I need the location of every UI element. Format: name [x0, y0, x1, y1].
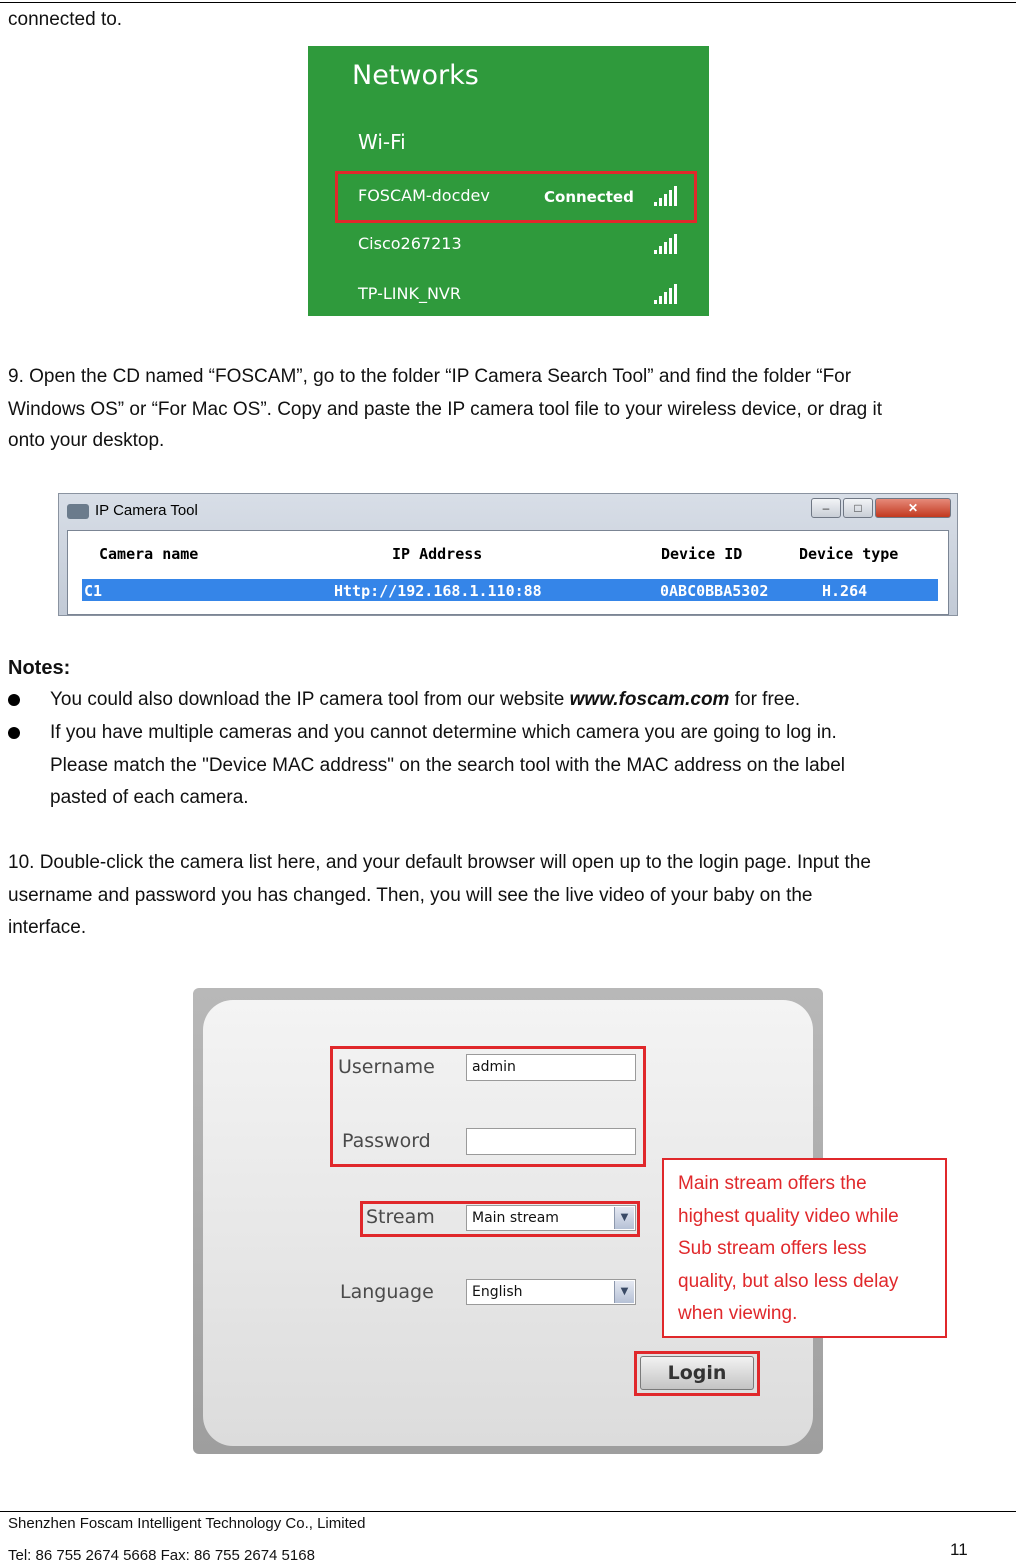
username-field[interactable]: admin	[466, 1054, 636, 1081]
password-field[interactable]	[466, 1128, 636, 1155]
note-item-2-line3: pasted of each camera.	[50, 787, 249, 808]
networks-panel	[308, 46, 709, 316]
camera-icon	[67, 504, 89, 519]
column-device-id: Device ID	[661, 545, 743, 563]
callout-line-1: Main stream offers the	[678, 1173, 867, 1194]
language-label: Language	[340, 1281, 434, 1303]
step9-line3: onto your desktop.	[8, 430, 165, 451]
note-item-1	[50, 684, 800, 716]
signal-icon	[654, 234, 678, 254]
cell-device-type: H.264	[822, 582, 868, 600]
maximize-button[interactable]: □	[843, 498, 873, 518]
column-ip-address: IP Address	[392, 545, 483, 563]
language-select[interactable]	[466, 1279, 636, 1305]
language-select-value: English	[472, 1284, 523, 1300]
footer-contact: Tel: 86 755 2674 5668 Fax: 86 755 2674 5168	[8, 1547, 315, 1564]
callout-line-3: Sub stream offers less	[678, 1238, 867, 1259]
close-button[interactable]: ✕	[875, 498, 951, 518]
bullet-icon	[8, 727, 20, 739]
network-item-foscam[interactable]: FOSCAM-docdev	[358, 186, 490, 205]
networks-title: Networks	[352, 60, 479, 91]
website-link[interactable]: www.foscam.com	[569, 689, 730, 710]
chevron-down-icon: ▼	[614, 1207, 634, 1229]
username-label: Username	[338, 1056, 435, 1078]
step10-line3: interface.	[8, 917, 87, 938]
bullet-icon	[8, 694, 20, 706]
step10-line1: 10. Double-click the camera list here, and your default browser will open up to the login page. Input the	[8, 852, 871, 873]
stream-select-value: Main stream	[472, 1210, 559, 1226]
chevron-down-icon: ▼	[614, 1281, 634, 1303]
wifi-label: Wi-Fi	[358, 130, 406, 154]
note-item-2-line2: Please match the "Device MAC address" on the search tool with the MAC address on the label	[50, 755, 846, 776]
cell-device-id: 0ABC0BBA5302	[660, 582, 769, 600]
footer-company: Shenzhen Foscam Intelligent Technology Co., Limited	[8, 1515, 366, 1532]
callout-line-4: quality, but also less delay	[678, 1270, 899, 1292]
step9-line1: 9. Open the CD named “FOSCAM”, go to the folder “IP Camera Search Tool” and find the folder “For	[8, 366, 852, 387]
password-label: Password	[342, 1130, 431, 1152]
stream-label: Stream	[366, 1206, 435, 1228]
camera-list	[67, 530, 949, 615]
top-rule	[0, 2, 1016, 3]
notes-heading: Notes:	[8, 657, 71, 679]
window-title: IP Camera Tool	[95, 502, 198, 519]
page-number: 11	[950, 1540, 968, 1559]
cell-ip-address: Http://192.168.1.110:88	[334, 582, 542, 600]
ip-camera-tool-window	[58, 493, 958, 616]
callout-line-2: highest quality video while	[678, 1205, 899, 1227]
step10-line2: username and password you has changed. Then, you will see the live video of your baby on the	[8, 885, 813, 906]
login-button[interactable]: Login	[640, 1356, 754, 1390]
note1-text: You could also download the IP camera tool from our website	[50, 689, 570, 710]
column-device-type: Device type	[799, 545, 899, 563]
cell-camera-name: C1	[84, 582, 103, 600]
note-item-2-line1: If you have multiple cameras and you cannot determine which camera you are going to log in.	[50, 722, 837, 743]
signal-icon	[654, 186, 678, 206]
step9-line2: Windows OS” or “For Mac OS”. Copy and paste the IP camera tool file to your wireless device, or drag it	[8, 399, 882, 420]
network-item-tplink[interactable]: TP-LINK_NVR	[358, 284, 461, 303]
signal-icon	[654, 284, 678, 304]
table-row[interactable]	[82, 579, 938, 601]
column-camera-name: Camera name	[99, 545, 199, 563]
stream-callout	[662, 1158, 947, 1338]
network-status-connected: Connected	[544, 188, 634, 206]
stream-select[interactable]	[466, 1205, 636, 1231]
intro-text: connected to.	[8, 9, 123, 30]
footer-rule	[0, 1511, 1016, 1512]
minimize-button[interactable]: –	[811, 498, 841, 518]
callout-line-5: when viewing.	[678, 1303, 798, 1324]
network-item-cisco[interactable]: Cisco267213	[358, 234, 462, 253]
note1-suffix: for free.	[729, 689, 801, 710]
